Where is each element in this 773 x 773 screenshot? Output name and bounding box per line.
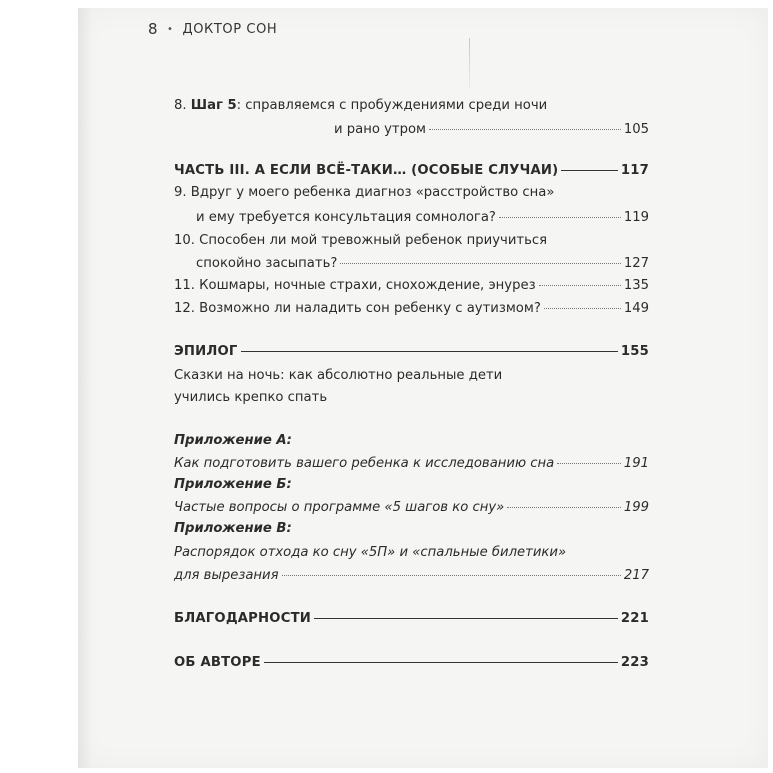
toc-appendixC-line2: для вырезания (174, 568, 279, 583)
toc-page-number: 223 (620, 655, 649, 670)
toc-entry-step5[interactable] (334, 121, 649, 139)
toc-page-number: 117 (620, 163, 649, 178)
toc-page-number: 217 (623, 568, 649, 583)
pencil-mark (469, 38, 470, 90)
toc-entry-appendixB[interactable] (174, 499, 649, 517)
rule-leader (241, 350, 618, 352)
dot-leader (340, 262, 620, 264)
dot-leader (539, 284, 621, 286)
toc-ch11-title: 11. Кошмары, ночные страхи, снохождение, энурез (174, 278, 536, 293)
toc-epilogue-sub-line2: учились крепко спать (174, 390, 328, 405)
dot-leader (499, 216, 621, 218)
toc-entry-appendixC[interactable] (174, 567, 649, 585)
rule-leader (561, 169, 618, 171)
toc-page-number: 199 (623, 500, 649, 515)
dot-leader (544, 307, 621, 309)
dot-leader (557, 462, 621, 464)
toc-ch10-line1: 10. Способен ли мой тревожный ребенок приучиться (174, 233, 548, 248)
toc-page-number: 105 (623, 122, 649, 137)
dot-leader (507, 506, 621, 508)
toc-thanks-title: БЛАГОДАРНОСТИ (174, 611, 311, 626)
toc-page-number: 191 (623, 456, 649, 471)
toc-appendixC-line1: Распорядок отхода ко сну «5П» и «спальные билетики» (174, 545, 567, 560)
toc-appendixC-label: Приложение В: (174, 521, 292, 536)
toc-about-title: ОБ АВТОРЕ (174, 655, 261, 670)
toc-appendixA-label: Приложение А: (174, 433, 292, 448)
running-header (148, 20, 277, 38)
toc-entry-ch12[interactable] (174, 300, 649, 318)
toc-ch9-line1: 9. Вдруг у моего ребенка диагноз «расстройство сна» (174, 185, 555, 200)
toc-epilogue-sub-line1: Сказки на ночь: как абсолютно реальные дети (174, 368, 503, 383)
toc-step5-prefix: 8. (174, 98, 191, 113)
toc-ch10-line2: спокойно засыпать? (196, 256, 338, 271)
toc-entry-about[interactable] (174, 654, 649, 672)
toc-entry-part3[interactable] (174, 162, 649, 180)
toc-entry-thanks[interactable] (174, 610, 649, 628)
toc-appendixB-label: Приложение Б: (174, 477, 292, 492)
toc-ch12-title: 12. Возможно ли наладить сон ребенку с аутизмом? (174, 301, 541, 316)
dot-leader (429, 128, 621, 130)
header-bullet: • (167, 23, 174, 35)
toc-epilogue-title: ЭПИЛОГ (174, 344, 238, 359)
toc-entry-ch10[interactable] (196, 255, 649, 273)
toc-page-number: 149 (623, 301, 649, 316)
toc-entry-epilogue[interactable] (174, 343, 649, 361)
toc-step5-line2: и рано утром (334, 122, 426, 137)
toc-step5-bold: Шаг 5 (190, 98, 237, 113)
dot-leader (282, 574, 621, 576)
toc-entry-ch9[interactable] (196, 209, 649, 227)
page-number: 8 (148, 20, 159, 38)
rule-leader (314, 617, 618, 619)
toc-entry-appendixA[interactable] (174, 455, 649, 473)
book-title: ДОКТОР СОН (182, 21, 278, 37)
toc-page-number: 221 (620, 611, 649, 626)
toc-entry-ch11[interactable] (174, 277, 649, 295)
gutter-shadow (78, 8, 92, 768)
toc-appendixB-title: Частые вопросы о программе «5 шагов ко сну» (174, 500, 505, 515)
toc-part3-title: ЧАСТЬ III. А ЕСЛИ ВСЁ-ТАКИ… (ОСОБЫЕ СЛУЧАИ) (174, 163, 559, 178)
toc-page-number: 127 (623, 256, 649, 271)
toc-step5-rest: : справляемся с пробуждениями среди ночи (236, 98, 548, 113)
rule-leader (264, 661, 618, 663)
toc-ch9-line2: и ему требуется консультация сомнолога? (196, 210, 496, 225)
toc-step5-line1 (174, 97, 547, 115)
toc-appendixA-title: Как подготовить вашего ребенка к исследованию сна (174, 456, 555, 471)
toc-page-number: 155 (620, 344, 649, 359)
toc-page-number: 119 (623, 210, 649, 225)
toc-page-number: 135 (623, 278, 649, 293)
